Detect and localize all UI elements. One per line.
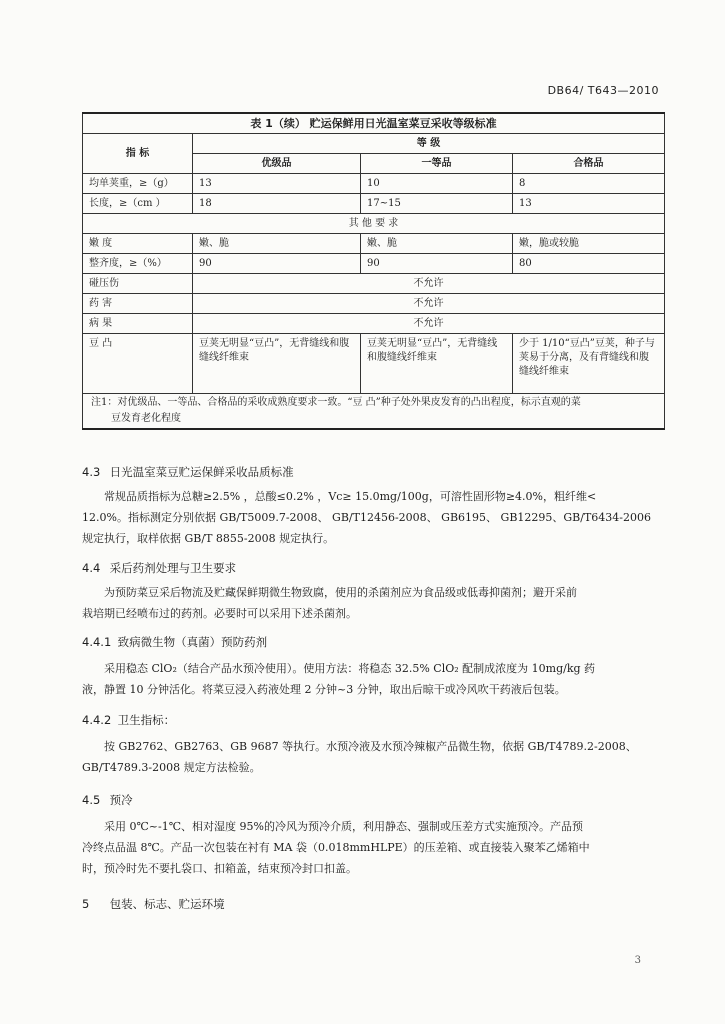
section-title: 卫生指标： <box>117 713 176 727</box>
table-caption-row <box>83 113 665 134</box>
row-value: 10 <box>361 174 513 194</box>
section-heading-4-4-2 <box>82 712 175 728</box>
section-4-5-body <box>82 816 664 879</box>
grade-premium: 优级品 <box>193 154 361 174</box>
row-value: 90 <box>361 254 513 274</box>
grade-qualified: 合格品 <box>513 154 665 174</box>
row-label: 药 害 <box>83 294 193 314</box>
paragraph-line: 采用 0℃~-1℃、相对湿度 95%的冷风为预冷介质，利用静态、强制或压差方式实施预冷。产品预 <box>104 820 583 833</box>
grade-standard-table <box>82 112 665 430</box>
note-line: 注1：对优级品、一等品、合格品的采收成熟度要求一致。“豆 凸”种子处外果皮发育的凸出程度，标示直观的菜 <box>91 397 581 408</box>
section-number: 4.4.1 <box>82 635 112 649</box>
indicator-header: 指 标 <box>83 134 193 174</box>
row-label: 豆 凸 <box>83 334 193 394</box>
row-value: 90 <box>193 254 361 274</box>
paragraph-line: 液，静置 10 分钟活化。将菜豆浸入药液处理 2 分钟~3 分钟，取出后晾干或冷风吹干药液后包装。 <box>82 683 566 696</box>
paragraph-line: 按 GB2762、GB2763、GB 9687 等执行。水预冷液及水预冷辣椒产品微生物，依据 GB/T4789.2-2008、 <box>104 740 637 753</box>
row-value: 13 <box>193 174 361 194</box>
paragraph-line: GB/T4789.3-2008 规定方法检验。 <box>82 761 261 774</box>
table-row <box>83 254 665 274</box>
table-row <box>83 274 665 294</box>
paragraph-line: 常规品质指标为总糖≥2.5% ，总酸≤0.2% ，Vc≥ 15.0mg/100g，可溶性固形物≥4.0%，粗纤维< <box>104 490 597 503</box>
table-row <box>83 234 665 254</box>
grade-header: 等 级 <box>193 134 665 154</box>
section-heading-4-4 <box>82 560 236 576</box>
table-row <box>83 314 665 334</box>
note-line: 豆发育老化程度 <box>111 413 181 424</box>
section-4-4-1-body <box>82 658 664 700</box>
section-heading-4-4-1 <box>82 634 267 650</box>
section-heading-5 <box>82 896 225 912</box>
other-requirements-row <box>83 214 665 234</box>
row-value: 嫩、脆 <box>193 234 361 254</box>
row-label: 嫩 度 <box>83 234 193 254</box>
section-number: 5 <box>82 897 90 911</box>
section-heading-4-3 <box>82 464 294 480</box>
section-number: 4.3 <box>82 465 101 479</box>
section-heading-4-5 <box>82 792 133 808</box>
section-title: 预冷 <box>109 793 133 807</box>
row-value: 少于 1/10“豆凸”豆荚，种子与荚易于分离，及有背缝线和腹缝线纤维束 <box>513 334 665 394</box>
grade-first: 一等品 <box>361 154 513 174</box>
section-4-3-body <box>82 486 664 549</box>
section-title: 采后药剂处理与卫生要求 <box>109 561 237 575</box>
paragraph-line: 12.0%。指标测定分别依据 GB/T5009.7-2008、 GB/T12456-2008、 GB6195、 GB12295、GB/T6434-2006 <box>82 511 652 524</box>
row-value: 8 <box>513 174 665 194</box>
document-code: DB64/ T643—2010 <box>547 84 659 97</box>
row-value: 80 <box>513 254 665 274</box>
table-note-row <box>83 394 665 430</box>
paragraph-line: 规定执行，取样依据 GB/T 8855-2008 规定执行。 <box>82 532 335 545</box>
paragraph-line: 时，预冷时先不要扎袋口、扣箱盖，结束预冷封口扣盖。 <box>82 862 357 875</box>
table-row <box>83 174 665 194</box>
section-number: 4.4 <box>82 561 101 575</box>
section-title: 包装、标志、贮运环境 <box>109 897 225 911</box>
table-note <box>83 394 665 430</box>
row-label: 整齐度，≥（%） <box>83 254 193 274</box>
page-number: 3 <box>634 955 641 966</box>
row-value: 18 <box>193 194 361 214</box>
section-4-4-2-body <box>82 736 664 778</box>
row-value: 嫩，脆或较脆 <box>513 234 665 254</box>
row-value: 不允许 <box>193 274 665 294</box>
other-requirements-header: 其 他 要 求 <box>83 214 665 234</box>
row-value: 13 <box>513 194 665 214</box>
paragraph-line: 为预防菜豆采后物流及贮藏保鲜期微生物致腐，使用的杀菌剂应为食品级或低毒抑菌剂；避开采前 <box>104 586 577 599</box>
paragraph-line: 冷终点品温 8℃。产品一次包装在衬有 MA 袋（0.018mmHLPE）的压差箱、或直接装入聚苯乙烯箱中 <box>82 841 590 854</box>
row-value: 不允许 <box>193 314 665 334</box>
row-label: 长度，≥（cm ） <box>83 194 193 214</box>
row-label: 均单荚重，≥（g） <box>83 174 193 194</box>
row-label: 病 果 <box>83 314 193 334</box>
row-value: 豆荚无明显“豆凸”，无背缝线和腹缝线纤维束 <box>193 334 361 394</box>
paragraph-line: 栽培期已经喷布过的药剂。必要时可以采用下述杀菌剂。 <box>82 607 357 620</box>
row-value: 17~15 <box>361 194 513 214</box>
section-number: 4.4.2 <box>82 713 112 727</box>
section-title: 致病微生物（真菌）预防药剂 <box>117 635 268 649</box>
table-row <box>83 194 665 214</box>
section-title: 日光温室菜豆贮运保鲜采收品质标准 <box>109 465 294 479</box>
section-4-4-body <box>82 582 664 624</box>
table-row <box>83 334 665 394</box>
row-value: 嫩、脆 <box>361 234 513 254</box>
section-number: 4.5 <box>82 793 101 807</box>
table-row <box>83 294 665 314</box>
row-value: 豆荚无明显“豆凸”，无背缝线和腹缝线纤维束 <box>361 334 513 394</box>
table-header-row <box>83 134 665 154</box>
row-value: 不允许 <box>193 294 665 314</box>
table-caption: 表 1（续） 贮运保鲜用日光温室菜豆采收等级标准 <box>83 113 665 134</box>
paragraph-line: 采用稳态 ClO₂（结合产品水预冷使用）。使用方法：将稳态 32.5% ClO₂ 配制成浓度为 10mg/kg 药 <box>104 662 596 675</box>
row-label: 碰压伤 <box>83 274 193 294</box>
